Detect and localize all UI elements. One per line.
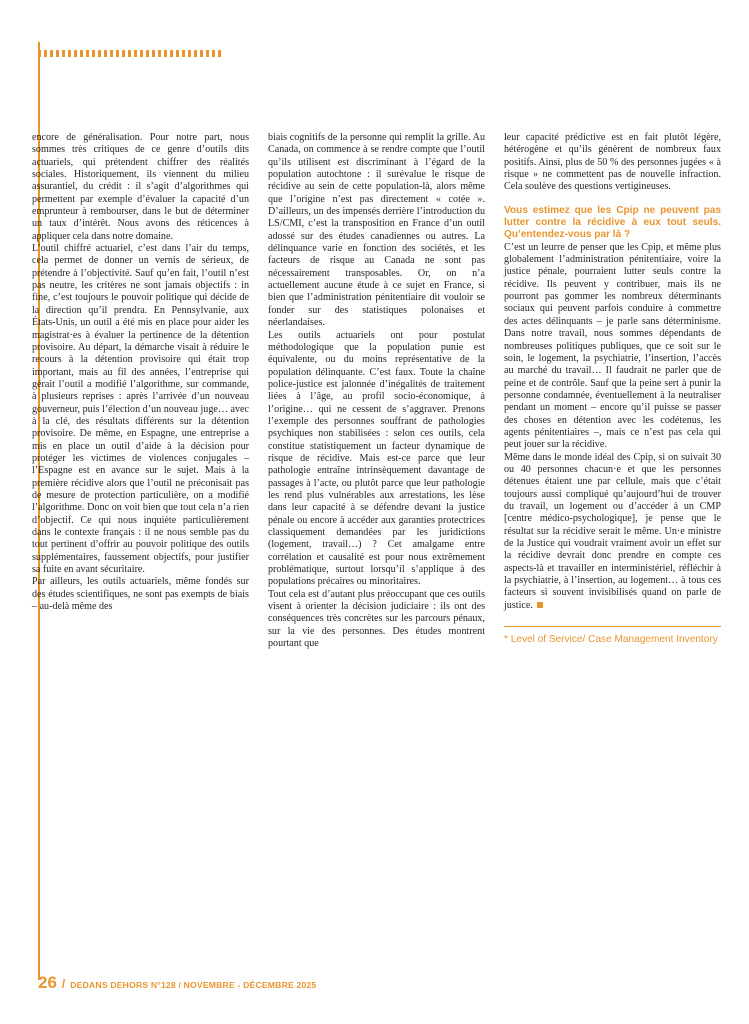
- column-three: [504, 132, 721, 650]
- footer-separator: /: [61, 977, 66, 991]
- end-mark-square: [537, 602, 543, 608]
- paragraph: L’outil chiffré actuariel, c’est dans l’air du temps, cela permet de donner un vernis de sérieux, de prétendre à l’objectivité. Sauf qu’en fait, l’outil n’est pas neutre, les critères ne sont jamais objectifs : in fine, c’est toujours le pouvoir politique qui décide de la direction qu’il prendra. En Pennsylvanie, aux États-Unis, un outil a été mis en place pour aider les magistrat·es à évaluer la pertinence de la détention provisoire. Au départ, la démarche visait à réduire le recours à la détention provisoire qui était trop important, mais au fil des années, l’entreprise qui gérait l’outil a modifié l’algorithme, sur commande, à plusieurs reprises : après l’arrivée d’un nouveau gouverneur, puis l’élection d’un nouveau juge… avec à la clé, des résultats différents sur la détention provisoire. De même, en Espagne, une entreprise a mis en place un outil d’aide à la décision pour protéger les victimes de violences conjugales – l’Espagne est en avance sur le sujet. Mais à la première récidive alors que l’outil ne préconisait pas de mesure de protection particulière, on a modifié l’algorithme. Donc on voit bien que tout cela n’a rien d’objectif. Ce qui nous inquiète particulièrement dans le contexte français : il ne nous semble pas du tout pertinent d’offrir au pouvoir politique des outils supplémentaires, faussement objectifs, pour justifier sa fuite en avant sécuritaire.: [32, 243, 249, 576]
- column-one: [32, 132, 249, 650]
- page-footer: [38, 974, 316, 991]
- footnote-text: * Level of Service/ Case Management Inventory: [504, 634, 718, 646]
- paragraph: encore de généralisation. Pour notre part, nous sommes très critiques de ce genre d’outils dits actuariels, qui prétendent chiffrer des réalités sociales. Historiquement, ils viennent du milieu assurantiel, du crédit : il s’agit d’algorithmes qui permettent par exemple d’évaluer la capacité d’un emprunteur à rembourser, dans le but de déterminer un taux d’intérêt. Nous avons des réticences à appliquer cela dans notre domaine.: [32, 132, 249, 242]
- paragraph: Tout cela est d’autant plus préoccupant que ces outils visent à orienter la décision judiciaire : ils ont des conséquences très concrètes sur les parcours pénaux, sur la vie des personnes. Des études montrent pourtant que: [268, 588, 485, 650]
- paragraph-final: [504, 452, 721, 612]
- paragraph: leur capacité prédictive est en fait plutôt légère, hétérogène et qu’ils génèrent de nombreux faux positifs. Ainsi, plus de 50 % des personnes jugées « à risque » ne commettent pas de nouvelle infraction. Cela soulève des questions vertigineuses.: [504, 132, 721, 193]
- column-two: [268, 132, 485, 650]
- paragraph: biais cognitifs de la personne qui remplit la grille. Au Canada, on commence à se rendre compte que l’outil qu’ils utilisent est discriminant à l’égard de la population autochtone : il surévalue le risque de récidive au sein de cette population-là, alors même que l’origine n’est pas directement « cotée ». D’ailleurs, un des impensés derrière l’introduction du LS/CMI, c’est la transposition en France d’un outil adossé sur des études canadiennes ou autres. La délinquance varie en fonction des sociétés, et les facteurs de risque au Canada ne sont pas nécessairement transposables. Or, on n’a actuellement aucune étude à ce sujet en France, si bien que l’administration pénitentiaire dit vouloir se fonder sur des statistiques polonaises et néerlandaises.: [268, 132, 485, 329]
- paragraph: Par ailleurs, les outils actuariels, même fondés sur des études scientifiques, ne sont pas exempts de biais – au-delà même des: [32, 576, 249, 613]
- footnote-block: [504, 626, 721, 646]
- article-columns: [32, 132, 722, 650]
- page-number: 26: [38, 973, 57, 992]
- publication-info: DEDANS DEHORS N°128 / NOVEMBRE - DÉCEMBRE 2025: [70, 980, 317, 990]
- interview-question: Vous estimez que les Cpip ne peuvent pas lutter contre la récidive à eux tout seuls. Qu’entendez-vous par là ?: [504, 204, 721, 241]
- paragraph-text: Même dans le monde idéal des Cpip, si on suivait 30 ou 40 personnes chacun·e et que les personnes détenues étaient une par cellule, mais que c’était toujours aussi compliqué qu’aujourd’hui de trouver du travail, un logement ou d’accéder à un CMP [centre médico-psychologique], je pense que le résultat sur la récidive serait le même. Un·e ministre de la Justice qui voudrait vraiment avoir un effet sur la récidive devrait donc prendre en compte ces aspects-là et travailler en interministériel, réfléchir à la psychiatrie, à l’insertion, au logement… à tous ces facteurs si souvent invisibilisés quand on parle de justice.: [504, 451, 721, 611]
- top-dashed-decoration: [38, 50, 224, 57]
- paragraph: Les outils actuariels ont pour postulat méthodologique que la population punie est équivalente, ou du moins représentative de la population délinquante. C’est faux. Toute la chaîne police-justice est jalonnée d’inégalités de traitement liées à l’âge, au profil socio-économique, à l’origine… qui ne cessent de s’aggraver. Prenons l’exemple des personnes souffrant de pathologies psychiques non stabilisées : selon ces outils, cela constitue statistiquement un facteur dynamique de risque de récidive. Mais est-ce parce que leur pathologie entraîne intrinsèquement davantage de passages à l’acte, ou plutôt parce que leur pathologie les rend plus vulnérables aux arrestations, les lèse dans leur capacité à se défendre devant la justice pénale ou encore à accéder aux garanties protectrices classiquement demandées par les juridictions (logement, travail…) ? Cet amalgame entre corrélation et causalité est pour nous extrêmement problématique, surtout lorsqu’il s’applique à des populations précaires ou minoritaires.: [268, 329, 485, 588]
- paragraph: C’est un leurre de penser que les Cpip, et même plus globalement l’administration pénitentiaire, voire la justice pénale, pourraient lutter seuls contre la récidive. Ils peuvent y contribuer, mais ils ne pourront pas gommer les nombreux déterminants sociaux qui peuvent parfois conduire à commettre des actes délinquants – je parle sans déterminisme. Dans notre travail, nous sommes dépendants de nombreuses politiques publiques, que ce soit sur le soin, le logement, la psychiatrie, l’insertion, l’accès au marché du travail… Il faudrait ne parler que de peine et de contrôle. Sauf que la peine sert à punir la personne condamnée, éventuellement à la neutraliser pendant un moment – encore qu’il puisse se passer des choses en détention avec les codétenus, les agents pénitentiaires –, mais ce n’est pas cela qui peut jouer sur la récidive.: [504, 241, 721, 451]
